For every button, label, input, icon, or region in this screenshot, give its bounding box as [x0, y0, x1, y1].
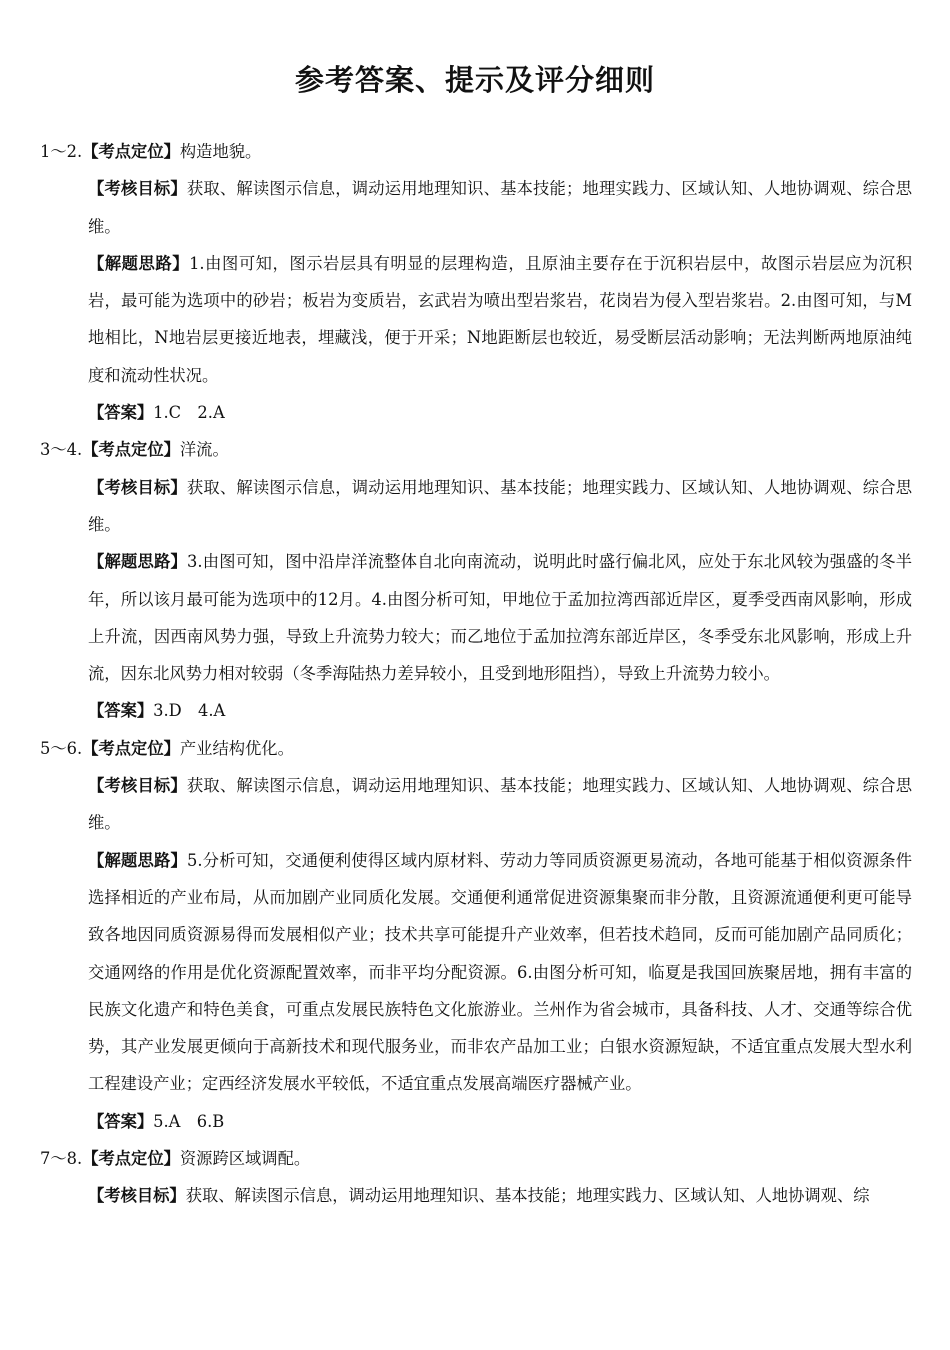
answer-section-1-2 — [40, 133, 912, 431]
mubiao-line — [40, 469, 912, 544]
daan-line — [40, 692, 912, 729]
mubiao-tag: 【考核目标】 — [88, 1186, 186, 1206]
answer-section-7-8 — [40, 1140, 912, 1215]
silu-text: 5.分析可知，交通便利使得区域内原材料、劳动力等同质资源更易流动，各地可能基于相似资源条件选择相近的产业布局，从而加剧产业同质化发展。交通便利通常促进资源集聚而非分散，且资源流通便利更可能导致各地因同质资源易得而发展相似产业；技术共享可能提升产业效率，但若技术趋同，反而可能加剧产品同质化；交通网络的作用是优化资源配置效率，而非平均分配资源。6.由图分析可知，临夏是我国回族聚居地，拥有丰富的民族文化遗产和特色美食，可重点发展民族特色文化旅游业。兰州作为省会城市，具备科技、人才、交通等综合优势，其产业发展更倾向于高新技术和现代服务业，而非农产品加工业；白银水资源短缺，不适宜重点发展大型水利工程建设产业；定西经济发展水平较低，不适宜重点发展高端医疗器械产业。 — [88, 850, 912, 1094]
kaodian-tag: 【考点定位】 — [82, 440, 180, 460]
kaodian-tag: 【考点定位】 — [82, 142, 180, 161]
kaodian-line — [40, 730, 912, 767]
kaodian-text: 洋流。 — [179, 440, 229, 460]
silu-line — [40, 245, 912, 394]
mubiao-tag: 【考核目标】 — [88, 477, 187, 497]
silu-tag: 【解题思路】 — [88, 253, 190, 273]
page-title: 参考答案、提示及评分细则 — [294, 63, 655, 97]
question-range: 3～4. — [40, 440, 83, 460]
mubiao-text: 获取、解读图示信息，调动运用地理知识、基本技能；地理实践力、区域认知、人地协调观、综 — [185, 1186, 870, 1206]
kaodian-text: 资源跨区域调配。 — [179, 1149, 311, 1169]
silu-line — [40, 543, 912, 692]
question-range: 5～6. — [40, 738, 83, 758]
mubiao-line — [40, 170, 912, 245]
daan-text: 5.A 6.B — [153, 1111, 225, 1131]
daan-text: 3.D 4.A — [153, 701, 226, 721]
daan-line — [40, 1103, 912, 1140]
kaodian-line — [40, 1140, 912, 1177]
mubiao-text: 获取、解读图示信息，调动运用地理知识、基本技能；地理实践力、区域认知、人地协调观、综合思维。 — [88, 179, 912, 236]
kaodian-tag: 【考点定位】 — [82, 1149, 180, 1169]
silu-line — [40, 842, 912, 1103]
daan-line — [40, 394, 912, 431]
mubiao-text: 获取、解读图示信息，调动运用地理知识、基本技能；地理实践力、区域认知、人地协调观、综合思维。 — [88, 477, 912, 534]
daan-text: 1.C 2.A — [153, 403, 225, 423]
mubiao-tag: 【考核目标】 — [88, 776, 187, 796]
question-range: 7～8. — [40, 1149, 83, 1169]
daan-tag: 【答案】 — [88, 1111, 154, 1131]
kaodian-line — [40, 133, 912, 170]
answer-content — [40, 133, 912, 1215]
kaodian-text: 产业结构优化。 — [179, 738, 294, 758]
mubiao-tag: 【考核目标】 — [88, 179, 187, 199]
daan-tag: 【答案】 — [88, 701, 154, 721]
silu-tag: 【解题思路】 — [88, 552, 187, 572]
mubiao-line — [40, 767, 912, 842]
silu-tag: 【解题思路】 — [88, 850, 187, 870]
kaodian-text: 构造地貌。 — [179, 142, 262, 161]
silu-text: 1.由图可知，图示岩层具有明显的层理构造，且原油主要存在于沉积岩层中，故图示岩层应为沉积岩，最可能为选项中的砂岩；板岩为变质岩，玄武岩为喷出型岩浆岩，花岗岩为侵入型岩浆岩。 — [88, 253, 912, 311]
mubiao-text: 获取、解读图示信息，调动运用地理知识、基本技能；地理实践力、区域认知、人地协调观、综合思维。 — [88, 776, 912, 833]
silu-text-2: 2.由图可知，与M地相比，N地岩层更接近地表，埋藏浅，便于开采；N地距断层也较近，易受断层活动影响；无法判断两地原油纯度和流动性状况。 — [88, 291, 912, 385]
answer-section-5-6 — [40, 730, 912, 1140]
daan-tag: 【答案】 — [88, 403, 154, 423]
kaodian-tag: 【考点定位】 — [82, 738, 180, 758]
kaodian-line — [40, 431, 912, 468]
silu-text: 3.由图可知，图中沿岸洋流整体自北向南流动，说明此时盛行偏北风，应处于东北风较为强盛的冬半年，所以该月最可能为选项中的12月。4.由图分析可知，甲地位于孟加拉湾西部近岸区，夏季受西南风影响，形成上升流，因西南风势力强，导致上升流势力较大；而乙地位于孟加拉湾东部近岸区，冬季受东北风影响，形成上升流，因东北风势力相对较弱（冬季海陆热力差异较小，且受到地形阻挡），导致上升流势力较小。 — [88, 552, 912, 684]
answer-section-3-4 — [40, 431, 912, 729]
question-range: 1～2. — [40, 142, 83, 161]
mubiao-line — [40, 1177, 912, 1214]
